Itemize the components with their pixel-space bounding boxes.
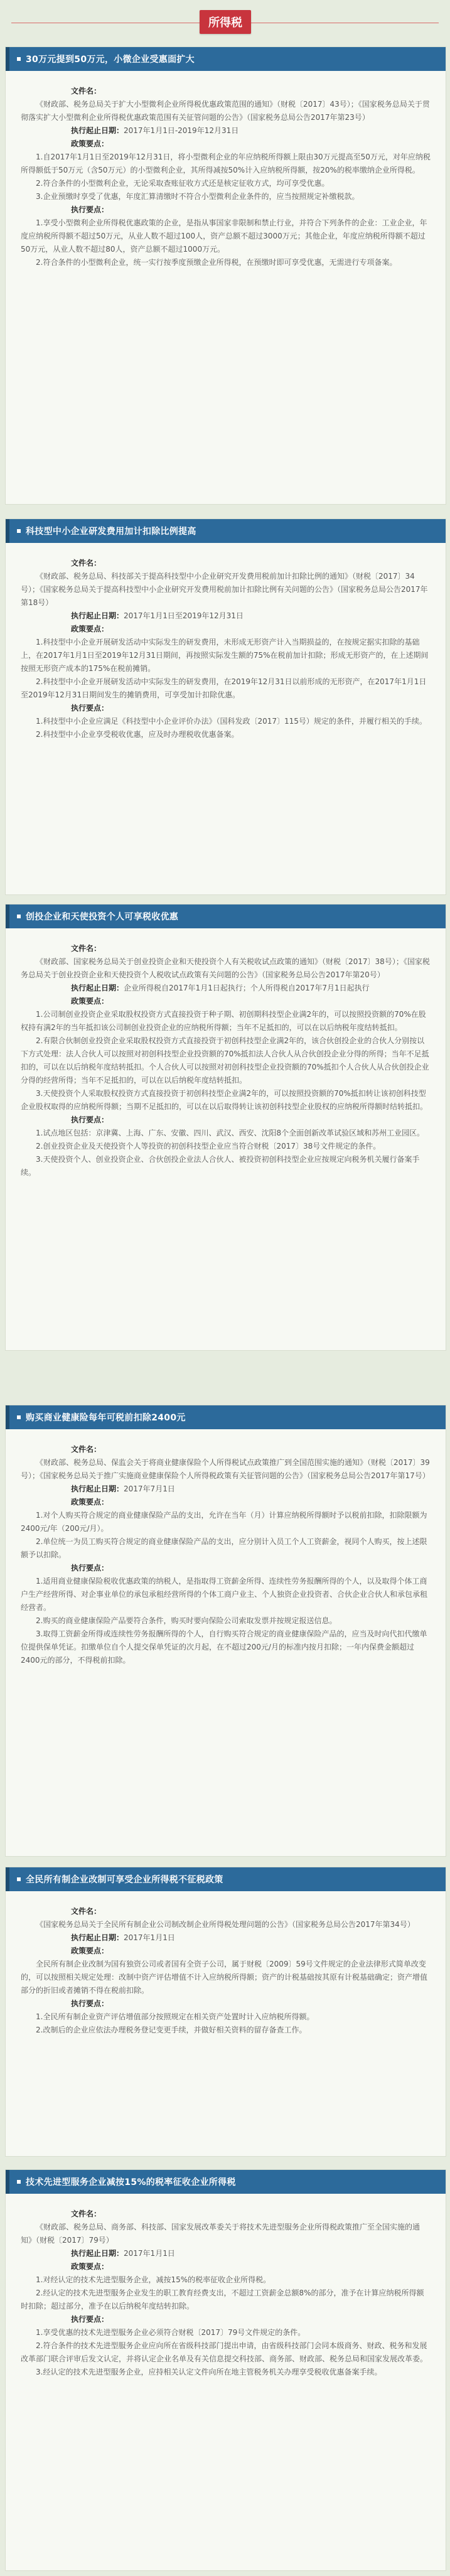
square-bullet-icon xyxy=(17,57,21,61)
period-text: 2017年1月1日 xyxy=(124,1933,175,1942)
square-bullet-icon xyxy=(17,1415,21,1419)
policy-point: 1.科技型中小企业开展研发活动中实际发生的研发费用，未形成无形资产计入当期损益的，在按规定据实扣除的基础上，在2017年1月1日至2019年12月31日期间，再按照实际发生额的75%在税前加计扣除；形成无形资产的，在上述期间按照无形资产成本的175%在税前摊销。 xyxy=(21,638,429,673)
period-label: 执行起止日期： xyxy=(71,2249,124,2258)
cond-point: 2.科技型中小企业享受税收优惠，应及时办理税收优惠备案。 xyxy=(36,730,239,739)
policy-point: 3.企业预缴时享受了优惠，年度汇算清缴时不符合小型微利企业条件的，应当按照规定补缴税款。 xyxy=(36,192,360,201)
period-text: 企业所得税自2017年1月1日起执行；个人所得税自2017年7月1日起执行 xyxy=(124,984,370,992)
period-text: 2017年7月1日 xyxy=(124,1484,175,1493)
policy-point: 1.自2017年1月1日至2019年12月31日，将小型微利企业的年应纳税所得额上限由30万元提高至50万元，对年应纳税所得额低于50万元（含50万元）的小型微利企业，其所得减按50%计入应纳税所得额，按20%的税率缴纳企业所得税。 xyxy=(21,153,431,174)
cond-label: 执行要点： xyxy=(71,1115,109,1124)
period-text: 2017年1月1日 xyxy=(124,2249,175,2258)
policy-label: 政策要点： xyxy=(71,1946,109,1955)
policy-point: 2.符合条件的小型微利企业，无论采取查账征收方式还是核定征收方式，均可享受优惠。 xyxy=(36,179,329,188)
doc-label: 文件名： xyxy=(71,87,102,95)
section-title: 创投企业和天使投资个人可享税收优惠 xyxy=(6,904,446,928)
doc-label: 文件名： xyxy=(71,1445,102,1454)
section-title: 全民所有制企业改制可享受企业所得税不征税政策 xyxy=(6,1867,446,1891)
section-body xyxy=(6,71,446,283)
policy-label: 政策要点： xyxy=(71,1498,109,1506)
policy-section-rnd xyxy=(5,518,446,895)
cond-label: 执行要点： xyxy=(71,704,109,712)
section-title: 购买商业健康险每年可税前扣除2400元 xyxy=(6,1405,446,1429)
category-title: 所得税 xyxy=(200,10,251,34)
cond-point: 1.试点地区包括：京津冀、上海、广东、安徽、四川、武汉、西安、沈阳8个全面创新改革试验区域和苏州工业园区。 xyxy=(36,1129,425,1137)
cond-label: 执行要点： xyxy=(71,1564,109,1572)
policy-point: 1.公司制创业投资企业采取股权投资方式直接投资于种子期、初创期科技型企业满2年的，可以按照投资额的70%在股权持有满2年的当年抵扣该公司制创业投资企业的应纳税所得额；当年不足抵扣的，可以在以后纳税年度结转抵扣。 xyxy=(21,1010,426,1032)
square-bullet-icon xyxy=(17,1877,21,1881)
doc-label: 文件名： xyxy=(71,1907,102,1916)
cond-point: 1.适用商业健康保险税收优惠政策的纳税人，是指取得工资薪金所得、连续性劳务报酬所得的个人，以及取得个体工商户生产经营所得、对企事业单位的承包承租经营所得的个体工商户业主、个人独资企业投资者、合伙企业合伙人和承包承租经营者。 xyxy=(21,1577,428,1612)
cond-point: 2.创业投资企业及天使投资个人等投资的初创科技型企业应当符合财税〔2017〕38号文件规定的条件。 xyxy=(36,1142,381,1151)
cond-point: 3.经认定的技术先进型服务企业，应持相关认定文件向所在地主管税务机关办理享受税收优惠备案手续。 xyxy=(36,2368,382,2376)
section-title: 技术先进型服务企业减按15%的税率征收企业所得税 xyxy=(6,2170,446,2194)
policy-point: 2.有限合伙制创业投资企业采取股权投资方式直接投资于初创科技型企业满2年的，该合伙创投企业的合伙人分别按以下方式处理：法人合伙人可以按照对初创科技型企业投资额的70%抵扣法人合伙人从合伙创投企业分得的所得；当年不足抵扣的，可以在以后纳税年度结转抵扣。个人合伙人可以按照对初创科技型企业投资额的70%抵扣个人合伙人从合伙创投企业分得的经营所得；当年不足抵扣的，可以在以后纳税年度结转抵扣。 xyxy=(21,1036,429,1085)
cond-point: 1.享受优惠的技术先进型服务企业必须符合财税〔2017〕79号文件规定的条件。 xyxy=(36,2328,306,2337)
cond-point: 3.取得工资薪金所得或连续性劳务报酬所得的个人，自行购买符合规定的商业健康保险产品的，应当及时向代扣代缴单位提供保单凭证。扣缴单位自个人提交保单凭证的次月起，在不超过200元/月的标准内按月扣除；一年内保费金额超过2400元的部分，不得税前扣除。 xyxy=(21,1629,427,1665)
policy-point: 全民所有制企业改制为国有独资公司或者国有全资子公司，属于财税〔2009〕59号文件规定的企业法律形式简单改变的，可以按照相关规定处理：改制中资产评估增值不计入应纳税所得额；资产的计税基础按其原有计税基础确定；资产增值部分的折旧或者摊销不得在税前扣除。 xyxy=(21,1960,428,1995)
policy-section-health-insurance xyxy=(5,1405,446,1857)
doc-text: 《财政部、税务总局、科技部关于提高科技型中小企业研究开发费用税前加计扣除比例的通知》（财税〔2017〕34号）；《国家税务总局关于提高科技型中小企业研究开发费用税前加计扣除比例有关问题的公告》（国家税务总局公告2017年第18号） xyxy=(21,572,428,607)
policy-label: 政策要点： xyxy=(71,997,109,1006)
policy-point: 2.经认定的技术先进型服务企业发生的职工教育经费支出，不超过工资薪金总额8%的部分，准予在计算应纳税所得额时扣除；超过部分，准予在以后纳税年度结转扣除。 xyxy=(21,2289,424,2310)
cond-label: 执行要点： xyxy=(71,1999,109,2008)
section-title: 30万元提到50万元，小微企业受惠面扩大 xyxy=(6,47,446,71)
doc-label: 文件名： xyxy=(71,2209,102,2218)
square-bullet-icon xyxy=(17,2180,21,2184)
period-label: 执行起止日期： xyxy=(71,611,124,620)
period-text: 2017年1月1日-2019年12月31日 xyxy=(124,126,239,135)
cond-point: 1.科技型中小企业应满足《科技型中小企业评价办法》（国科发政〔2017〕115号）规定的条件，并履行相关的手续。 xyxy=(36,717,427,726)
doc-text: 《财政部、税务总局、商务部、科技部、国家发展改革委关于将技术先进型服务企业所得税政策推广至全国实施的通知》（财税〔2017〕79号） xyxy=(21,2223,421,2245)
doc-label: 文件名： xyxy=(71,559,102,567)
cond-point: 1.全民所有制企业资产评估增值部分按照规定在相关资产处置时计入应纳税所得额。 xyxy=(36,2012,314,2021)
section-body xyxy=(6,1429,446,1681)
policy-point: 2.科技型中小企业开展研发活动中实际发生的研发费用，在2019年12月31日以前形成的无形资产，在2017年1月1日至2019年12月31日期间发生的摊销费用，可享受加计扣除优惠。 xyxy=(21,677,427,699)
cond-point: 3.天使投资个人、创业投资企业、合伙创投企业法人合伙人、被投资初创科技型企业应按规定向税务机关履行备案手续。 xyxy=(21,1155,420,1177)
period-label: 执行起止日期： xyxy=(71,1933,124,1942)
cond-point: 2.改制后的企业应依法办理税务登记变更手续，并做好相关资料的留存备查工作。 xyxy=(36,2026,307,2034)
section-body xyxy=(6,543,446,755)
cond-point: 2.符合条件的技术先进型服务企业应向所在省级科技部门提出申请，由省级科技部门会同本级商务、财政、税务和发展改革部门联合评审后发文认定，并将认定企业名单及有关信息提交科技部、商务部、财政部、税务总局和国家发展改革委。 xyxy=(21,2341,428,2363)
square-bullet-icon xyxy=(17,529,21,533)
banner xyxy=(0,0,450,40)
section-body xyxy=(6,1891,446,2051)
policy-section-venture xyxy=(5,904,446,1351)
policy-point: 3.天使投资个人采取股权投资方式直接投资于初创科技型企业满2年的，可以按照投资额的70%抵扣转让该初创科技型企业股权取得的应纳税所得额；当期不足抵扣的，可以在以后取得转让该初创科技型企业股权的应纳税所得额时结转抵扣。 xyxy=(21,1089,428,1111)
policy-label: 政策要点： xyxy=(71,2262,109,2271)
cond-label: 执行要点： xyxy=(71,205,109,214)
section-body xyxy=(6,928,446,1193)
cond-label: 执行要点： xyxy=(71,2315,109,2324)
policy-section-small-micro xyxy=(5,46,446,505)
period-label: 执行起止日期： xyxy=(71,1484,124,1493)
cond-point: 2.购买的商业健康保险产品要符合条件，购买时要向保险公司索取发票并按规定报送信息。 xyxy=(36,1616,337,1625)
policy-label: 政策要点： xyxy=(71,625,109,633)
doc-text: 《国家税务总局关于全民所有制企业公司制改制企业所得税处理问题的公告》（国家税务总局公告2017年第34号） xyxy=(36,1920,415,1929)
policy-section-soe-reform xyxy=(5,1867,446,2157)
cond-point: 2.符合条件的小型微利企业，统一实行按季度预缴企业所得税，在预缴时即可享受优惠，无需进行专项备案。 xyxy=(36,258,397,267)
period-label: 执行起止日期： xyxy=(71,984,124,992)
policy-label: 政策要点： xyxy=(71,139,109,148)
doc-label: 文件名： xyxy=(71,944,102,953)
cond-point: 1.享受小型微利企业所得税优惠政策的企业，是指从事国家非限制和禁止行业，并符合下列条件的企业：工业企业，年度应纳税所得额不超过50万元，从业人数不超过100人，资产总额不超过3000万元；其他企业，年度应纳税所得额不超过50万元，从业人数不超过80人，资产总额不超过1000万元。 xyxy=(21,218,427,254)
policy-section-tech-service xyxy=(5,2169,446,2571)
policy-point: 1.对经认定的技术先进型服务企业，减按15%的税率征收企业所得税。 xyxy=(36,2275,271,2284)
policy-point: 1.对个人购买符合规定的商业健康保险产品的支出，允许在当年（月）计算应纳税所得额时予以税前扣除，扣除限额为2400元/年（200元/月）。 xyxy=(21,1511,427,1533)
period-text: 2017年1月1日至2019年12月31日 xyxy=(124,611,244,620)
doc-text: 《财政部、税务总局关于扩大小型微利企业所得税优惠政策范围的通知》（财税〔2017〕43号）；《国家税务总局关于贯彻落实扩大小型微利企业所得税优惠政策范围有关征管问题的公告》（国家税务总局公告2017年第23号） xyxy=(21,100,430,122)
period-label: 执行起止日期： xyxy=(71,126,124,135)
doc-text: 《财政部、税务总局、保监会关于将商业健康保险个人所得税试点政策推广到全国范围实施的通知》（财税〔2017〕39号）；《国家税务总局关于推广实施商业健康保险个人所得税政策有关征管问题的公告》（国家税务总局公告2017年第17号） xyxy=(21,1458,430,1480)
section-title: 科技型中小企业研发费用加计扣除比例提高 xyxy=(6,519,446,543)
section-body xyxy=(6,2194,446,2393)
doc-text: 《财政部、国家税务总局关于创业投资企业和天使投资个人有关税收试点政策的通知》（财税〔2017〕38号）；《国家税务总局关于创业投资企业和天使投资个人税收试点政策有关问题的公告》（国家税务总局公告2017年第20号） xyxy=(21,957,430,979)
policy-point: 2.单位统一为员工购买符合规定的商业健康保险产品的支出，应分别计入员工个人工资薪金，视同个人购买，按上述限额予以扣除。 xyxy=(21,1537,427,1559)
square-bullet-icon xyxy=(17,915,21,918)
